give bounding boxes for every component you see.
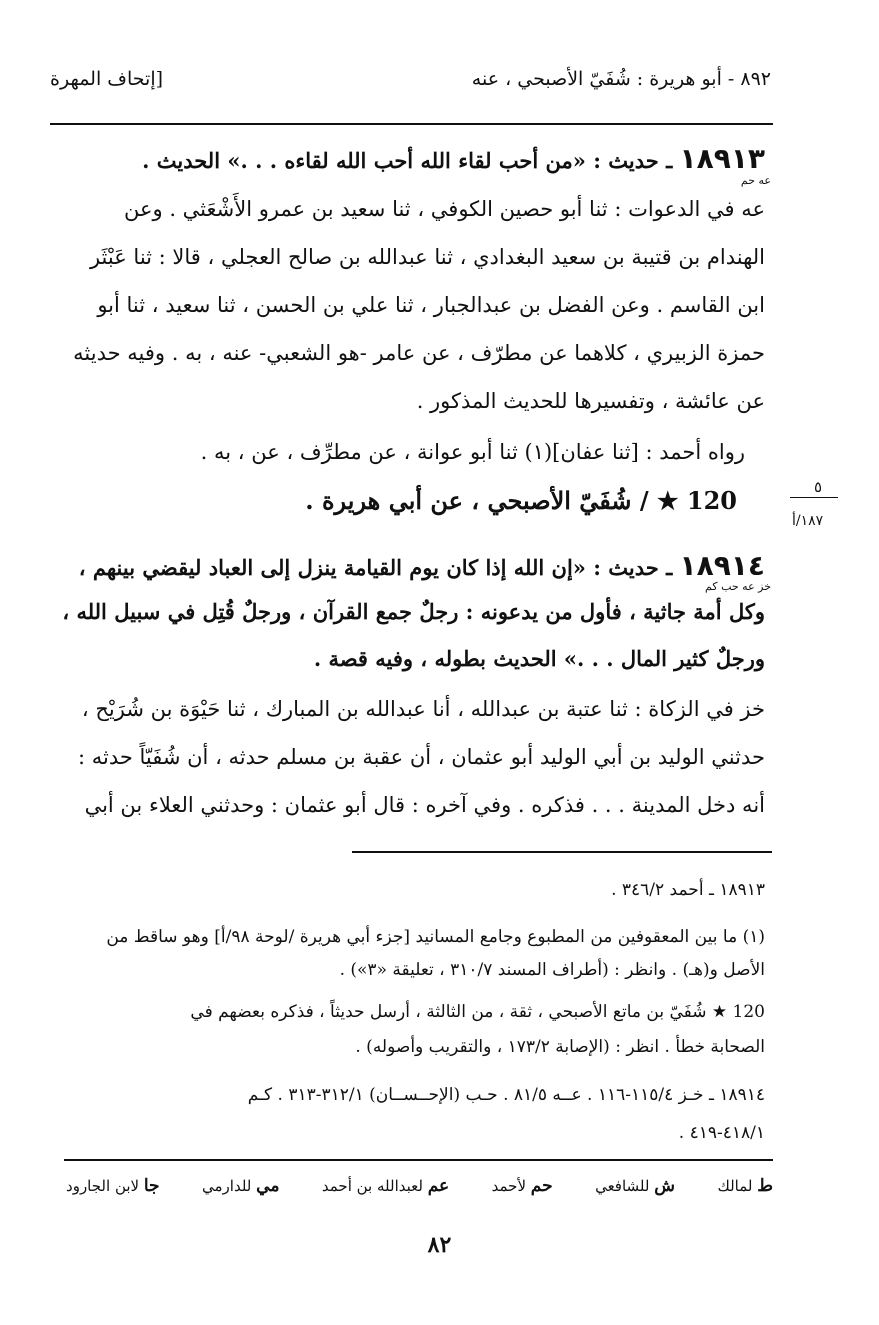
running-header-book: [إتحاف المهرة	[50, 68, 164, 90]
footnote-120-line: 120 ★ شُفَيّ بن ماتع الأصبحي ، ثقة ، من الثالثة ، أرسل حديثاً ، فذكره بعضهم في	[190, 1002, 765, 1022]
text-line: عن عائشة ، وتفسيرها للحديث المذكور .	[416, 389, 765, 413]
footnote-1-line: (١) ما بين المعقوفين من المطبوع وجامع المسانيد [جزء أبي هريرة /لوحة ٩٨/أ] وهو ساقط من	[106, 927, 765, 947]
margin-folio-ref: ١٨٧/أ	[792, 513, 824, 529]
text-line: الهندام بن قتيبة بن سعيد البغدادي ، ثنا عبدالله بن صالح العجلي ، قالا : ثنا عَبْثَر	[89, 245, 765, 269]
running-header-title: ٨٩٢ - أبو هريرة : شُفَيّ الأصبحي ، عنه	[471, 68, 771, 90]
entry-number: ١٨٩١٣	[679, 142, 765, 175]
legend-item: ط لمالك	[717, 1176, 773, 1196]
legend-item: حم لأحمد	[491, 1176, 553, 1196]
entry-sources: خز عه حب كم	[705, 580, 771, 593]
entry-title-line: ورجلٌ كثير المال . . .» الحديث بطوله ، وفيه قصة .	[313, 646, 765, 671]
legend-item: ش للشافعي	[595, 1176, 676, 1196]
legend-item: عم لعبدالله بن أحمد	[321, 1176, 450, 1196]
footnote-ref-18914: ١٨٩١٤ ـ خـز ١١٥/٤-١١٦ . عــه ٨١/٥ . حـب (الإحــســان) ٣١٢/١-٣١٣ . كـم	[247, 1085, 765, 1105]
margin-rule	[790, 497, 838, 498]
text-line: خز في الزكاة : ثنا عتبة بن عبدالله ، أنا عبدالله بن المبارك ، ثنا حَيْوَة بن شُرَيْح ،	[81, 697, 765, 721]
footnote-ref-18914: ٤١٨/١-٤١٩ .	[678, 1123, 765, 1143]
footnote-ref-18913: ١٨٩١٣ ـ أحمد ٣٤٦/٢ .	[611, 880, 765, 900]
entry-title-line: وكل أمة جاثية ، فأول من يدعونه : رجلٌ جمع القرآن ، ورجلٌ قُتِل في سبيل الله ،	[62, 599, 765, 624]
page-number: ٨٢	[427, 1232, 452, 1258]
margin-mark: ٥	[814, 478, 823, 496]
entry-number: ١٨٩١٤	[679, 549, 765, 582]
entry-18913-title	[142, 142, 765, 175]
legend-rule	[64, 1159, 773, 1161]
header-rule	[50, 123, 773, 125]
text-line: ابن القاسم . وعن الفضل بن عبدالجبار ، ثنا علي بن الحسن ، ثنا سعيد ، ثنا أبو	[97, 293, 765, 317]
text-line: أنه دخل المدينة . . . فذكره . وفي آخره : قال أبو عثمان : وحدثني العلاء بن أبي	[84, 793, 765, 817]
section-heading: 120 ★ / شُفَيّ الأصبحي ، عن أبي هريرة .	[305, 486, 737, 515]
entry-title-text: ـ حديث : «من أحب لقاء الله أحب الله لقاءه . . .» الحديث .	[142, 148, 673, 173]
ahmad-line: رواه أحمد : [ثنا عفان](١) ثنا أبو عوانة ، عن مطرِّف ، عن ، به .	[200, 440, 745, 464]
entry-18914-title	[79, 549, 765, 582]
legend-item: مي للدارمي	[202, 1176, 280, 1196]
footnote-separator	[352, 851, 772, 853]
text-line: حدثني الوليد بن أبي الوليد أبو عثمان ، أن عقبة بن مسلم حدثه ، أن شُفَيّاً حدثه :	[77, 745, 765, 769]
entry-sources: عه حم	[740, 174, 771, 187]
footnote-120-line: الصحابة خطأ . انظر : (الإصابة ١٧٣/٢ ، والتقريب وأصوله) .	[355, 1037, 765, 1057]
abbreviation-legend	[66, 1176, 773, 1196]
text-line: عه في الدعوات : ثنا أبو حصين الكوفي ، ثنا سعيد بن عمرو الأَشْعَثي . وعن	[123, 197, 765, 221]
footnote-1-line: الأصل و(هـ) . وانظر : (أطراف المسند ٣١٠/٧ ، تعليقة «٣») .	[339, 960, 765, 980]
legend-item: جا لابن الجارود	[66, 1176, 160, 1196]
entry-title-text: ـ حديث : «إن الله إذا كان يوم القيامة ينزل إلى العباد ليقضي بينهم ،	[78, 555, 673, 580]
text-line: حمزة الزبيري ، كلاهما عن مطرّف ، عن عامر -هو الشعبي- عنه ، به . وفيه حديثه	[73, 341, 765, 365]
